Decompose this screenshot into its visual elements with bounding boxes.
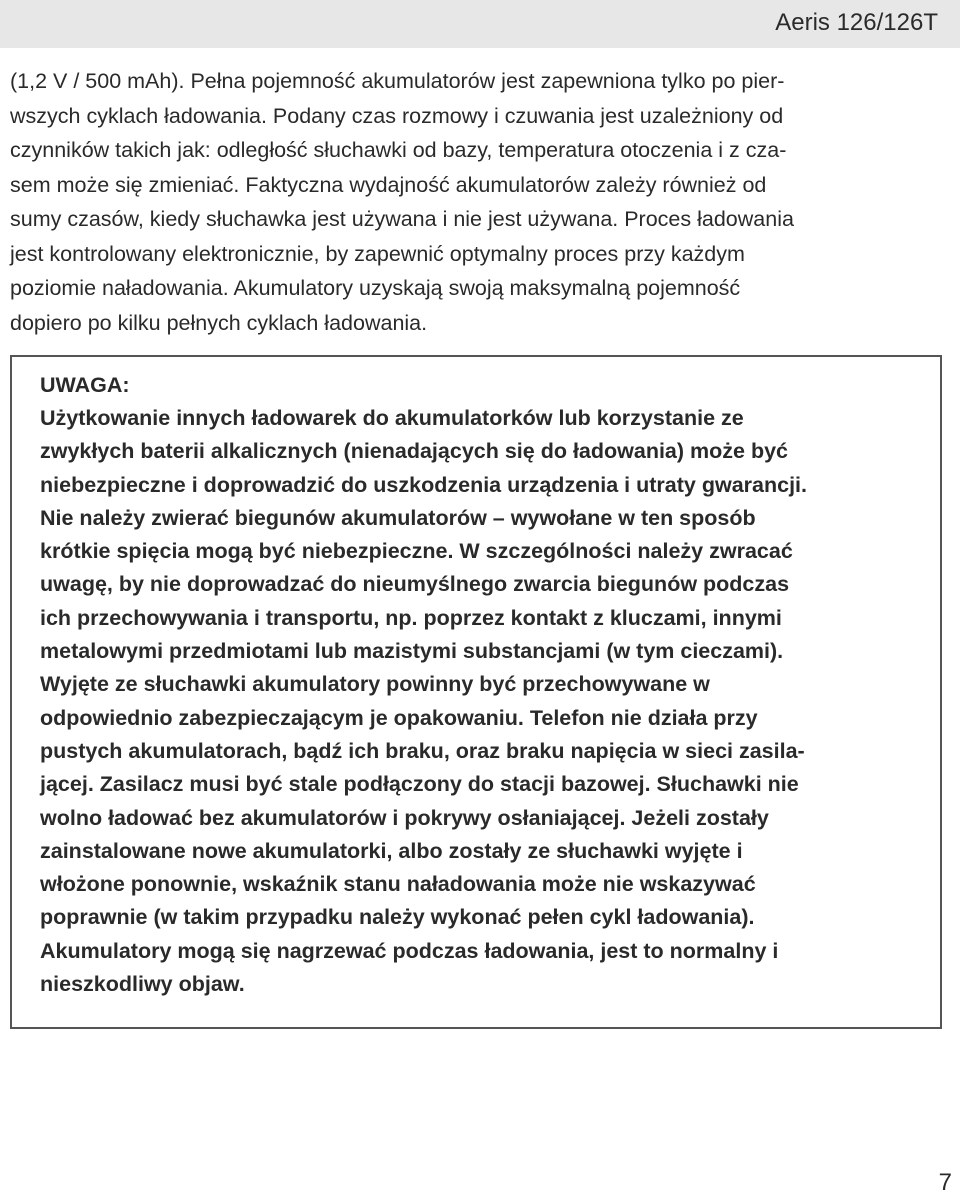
paragraph-line: sem może się zmieniać. Faktyczna wydajność akumulatorów zależy również od xyxy=(10,172,767,197)
warning-line: jącej. Zasilacz musi być stale podłączony do stacji bazowej. Słuchawki nie xyxy=(40,772,799,797)
warning-line: niebezpieczne i doprowadzić do uszkodzenia urządzenia i utraty gwarancji. xyxy=(40,472,807,497)
paragraph-line: jest kontrolowany elektronicznie, by zapewnić optymalny proces przy każdym xyxy=(10,241,745,266)
warning-line: pustych akumulatorach, bądź ich braku, oraz braku napięcia w sieci zasila- xyxy=(40,738,805,763)
paragraph-line: poziomie naładowania. Akumulatory uzyskają swoją maksymalną pojemność xyxy=(10,276,741,300)
warning-line: Akumulatory mogą się nagrzewać podczas ładowania, jest to normalny i xyxy=(40,938,779,963)
warning-box xyxy=(10,355,942,1029)
warning-line: odpowiednio zabezpieczającym je opakowaniu. Telefon nie działa przy xyxy=(40,705,758,730)
warning-line: Nie należy zwierać biegunów akumulatorów – wywołane w ten sposób xyxy=(40,505,756,530)
page-number: 7 xyxy=(938,1169,952,1196)
header-band xyxy=(0,0,960,48)
paragraph-line: dopiero po kilku pełnych cyklach ładowania. xyxy=(10,310,428,335)
paragraph-line: (1,2 V / 500 mAh). Pełna pojemność akumulatorów jest zapewniona tylko po pier- xyxy=(10,69,785,93)
warning-line: uwagę, by nie doprowadzać do nieumyślnego zwarcia biegunów podczas xyxy=(40,572,790,597)
warning-line: ich przechowywania i transportu, np. poprzez kontakt z kluczami, innymi xyxy=(40,605,782,630)
warning-line: zwykłych baterii alkalicznych (nienadających się do ładowania) może być xyxy=(40,439,788,464)
paragraph-line: czynników takich jak: odległość słuchawki od bazy, temperatura otoczenia i z cza- xyxy=(10,138,787,162)
warning-line: włożone ponownie, wskaźnik stanu naładowania może nie wskazywać xyxy=(40,872,756,897)
warning-line: wolno ładować bez akumulatorów i pokrywy osłaniającej. Jeżeli zostały xyxy=(40,805,769,830)
document-title: Aeris 126/126T xyxy=(775,9,938,36)
paragraph-line: wszych cyklach ładowania. Podany czas rozmowy i czuwania jest uzależniony od xyxy=(10,103,784,128)
warning-line: Użytkowanie innych ładowarek do akumulatorków lub korzystanie ze xyxy=(40,406,744,430)
warning-line: Wyjęte ze słuchawki akumulatory powinny być przechowywane w xyxy=(40,672,710,697)
warning-title: UWAGA: xyxy=(40,373,130,397)
warning-body xyxy=(40,402,935,1001)
warning-line: nieszkodliwy objaw. xyxy=(40,972,245,997)
warning-line: metalowymi przedmiotami lub mazistymi substancjami (w tym cieczami). xyxy=(40,639,784,664)
warning-line: poprawnie (w takim przypadku należy wykonać pełen cykl ładowania). xyxy=(40,905,755,930)
intro-paragraph xyxy=(10,64,945,340)
paragraph-line: sumy czasów, kiedy słuchawka jest używana i nie jest używana. Proces ładowania xyxy=(10,207,794,231)
warning-line: krótkie spięcia mogą być niebezpieczne. W szczególności należy zwracać xyxy=(40,539,793,564)
warning-line: zainstalowane nowe akumulatorki, albo zostały ze słuchawki wyjęte i xyxy=(40,838,743,863)
